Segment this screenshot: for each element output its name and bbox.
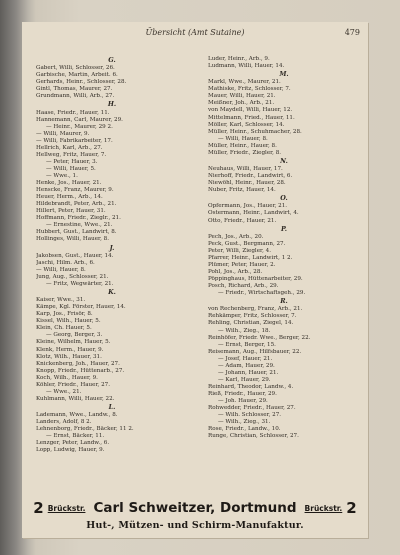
directory-entry: — Johann, Hauer, 21. — [218, 369, 279, 376]
directory-entry: Pohl, Jos., Arb., 28. — [208, 268, 263, 275]
section-letter: O. — [280, 194, 288, 203]
directory-entry: Haase, Friedr., Hauer, 11. — [36, 109, 110, 116]
directory-entry: Niewöhl, Heinr., Hauer, 28. — [208, 180, 286, 187]
ad-house-number-left: 2 — [33, 499, 44, 517]
directory-entry: Hellweg, Fritz, Hauer, 7. — [36, 151, 107, 158]
directory-entry: Rehling, Christian, Ziegel, 14. — [208, 320, 294, 327]
directory-entry: Lademann, Wwe., Landw., 8. — [36, 412, 118, 419]
directory-entry: Müller, Heinr., Hauer, 8. — [208, 142, 277, 149]
directory-entry: Pöppinghaus, Hüttenarbeiter, 29. — [208, 276, 303, 283]
directory-entry: Knopp, Friedr., Hüttenarb., 27. — [36, 367, 125, 374]
directory-entry: Kissel, Wilh., Hauer, 5. — [36, 318, 101, 325]
directory-section — [208, 226, 360, 298]
section-letter: P. — [281, 224, 287, 233]
directory-entry: Peter, Willi, Ziegler, 4. — [208, 247, 271, 254]
directory-entry: — Willi, Hauer, 8. — [36, 266, 86, 273]
directory-entry: Ludmann, Willi, Hauer, 14. — [208, 63, 285, 70]
directory-entry: — Josef, Hauer, 21. — [218, 355, 273, 362]
directory-entry: Landers, Adolf, 8 2. — [36, 419, 92, 426]
directory-entry: Nuber, Fritz, Hauer, 14. — [208, 187, 276, 194]
directory-entry: Markl, Wwe., Maurer, 21. — [208, 79, 281, 86]
directory-entry: Hoffmann, Friedr., Zieglr., 21. — [36, 215, 121, 222]
directory-entry: Hellrich, Karl, Arb., 27. — [36, 144, 103, 151]
directory-entry: Jaschi, Hilm. Arb., 6. — [36, 259, 95, 266]
page-number: 479 — [344, 28, 360, 37]
directory-entry: Klein, Ch. Hauer, 5. — [36, 325, 92, 332]
directory-section — [208, 298, 360, 440]
directory-entry: Pfarrer, Heinr., Landwirt, 1 2. — [208, 254, 293, 261]
section-letter: L. — [108, 402, 116, 411]
directory-entry: Müller, Heinr., Schuhmacher, 28. — [208, 128, 302, 135]
directory-entry: — Joh. Hauer, 29. — [218, 397, 268, 404]
directory-entry: Müller, Friedr., Ziegler, 8. — [208, 149, 282, 156]
directory-entry: — Karl, Hauer, 29. — [218, 376, 271, 383]
directory-entry: Mathiske, Fritz, Schlosser, 7. — [208, 86, 291, 93]
directory-entry: Hildebrandt, Peter, Arb., 21. — [36, 201, 117, 208]
directory-entry: Lehnenborg, Friedr., Bäcker, 11 2. — [36, 426, 134, 433]
directory-entry: Kleine, Wilhelm, Hauer, 5. — [36, 339, 111, 346]
section-letter: H. — [107, 100, 117, 109]
directory-entry: Otto, Friedr., Hauer, 21. — [208, 217, 277, 224]
directory-entry: von Maydell, Willi, Hauer, 12. — [208, 107, 293, 114]
directory-entry: — Wwe., 1. — [46, 173, 78, 180]
directory-entry: — Heinr., Maurer, 29 2. — [46, 123, 113, 130]
directory-section — [36, 289, 188, 403]
page-header — [22, 28, 368, 42]
directory-section — [36, 57, 188, 100]
advertisement-headline — [32, 498, 358, 518]
directory-entry: — Ernestine, Wwe., 21. — [46, 222, 113, 229]
directory-entry: — Willi, Hauer, 8. — [218, 135, 268, 142]
directory-section — [208, 195, 360, 224]
directory-entry: Lenzger, Peter, Landw., 6. — [36, 440, 110, 447]
directory-entry: Henke, Jos., Hauer, 21. — [36, 180, 102, 187]
directory-entry: Rehkämper, Fritz, Schlosser, 7. — [208, 313, 297, 320]
directory-section — [208, 56, 360, 70]
directory-section — [36, 404, 188, 454]
ad-street-left: Brückstr. — [47, 503, 86, 513]
running-title: Übersicht (Amt Sutaine) — [145, 28, 245, 37]
section-letter: K. — [108, 287, 116, 296]
directory-entry: Gintl, Thomas, Maurer, 27. — [36, 86, 113, 93]
directory-entry: Möller, Karl, Schlosser, 14. — [208, 121, 285, 128]
directory-entry: Henscke, Franz, Maurer, 9. — [36, 187, 114, 194]
directory-entry: Mauer, Willi, Hauer, 21. — [208, 93, 276, 100]
directory-entry: — Ernst, Bäcker, 11. — [46, 433, 105, 440]
directory-entry: Kuhlmann, Willi, Hauer, 22. — [36, 395, 115, 402]
directory-entry: — Willi, Fabrikarbeiter, 17. — [36, 137, 113, 144]
directory-entry: Gerhards, Heinr., Schlosser, 28. — [36, 79, 127, 86]
ad-slogan: Hut-, Mützen- und Schirm-Manufaktur. — [86, 520, 304, 531]
directory-entry: Köhler, Friedr., Hauer, 27. — [36, 381, 110, 388]
directory-entry: — Peter, Hauer, 3. — [46, 158, 98, 165]
directory-column-right — [208, 56, 360, 488]
directory-entry: Pech, Jos., Arb., 20. — [208, 233, 264, 240]
directory-entry: Heuer, Herm., Arb., 14. — [36, 194, 103, 201]
directory-entry: — Willi, Maurer, 9. — [36, 130, 90, 137]
directory-entry: Rose, Friedr., Landw., 10. — [208, 426, 281, 433]
ad-house-number-right: 2 — [346, 499, 357, 517]
directory-entry: Opfermann, Jos., Hauer, 21. — [208, 203, 288, 210]
directory-entry: Luder, Heinr., Arb., 9. — [208, 56, 270, 62]
directory-entry: Lopp, Ludwig, Hauer, 9. — [36, 447, 105, 454]
directory-entry: Reinhard, Theodor, Landw., 4. — [208, 383, 294, 390]
directory-entry: — Adam, Hauer, 29. — [218, 362, 275, 369]
directory-entry: — Fritz, Wegwärter, 21. — [46, 280, 114, 287]
directory-entry: Grundmann, Willi, Arb., 27. — [36, 93, 115, 100]
directory-entry: — Wilh., Zieg., 18. — [218, 327, 271, 334]
directory-entry: — Wwe., 21. — [46, 388, 82, 395]
directory-entry: Rohwedder, Friedr., Hauer, 27. — [208, 405, 296, 412]
directory-entry: Reisemann, Aug., Hilfsbauer, 22. — [208, 348, 302, 355]
directory-entry: Meißner, Joh., Arb., 21. — [208, 100, 275, 107]
directory-entry: Hubbert, Gust., Landwirt, 8. — [36, 229, 117, 236]
directory-section — [36, 101, 188, 243]
directory-entry: Peck, Gust., Bergmann, 27. — [208, 240, 286, 247]
directory-entry: Runge, Christian, Schlosser, 27. — [208, 433, 299, 440]
directory-entry: Rieß, Friedr., Hauer, 29. — [208, 390, 277, 397]
document-page — [22, 22, 368, 538]
directory-entry: Kaiser, Wwe., 31. — [36, 297, 86, 304]
directory-entry: Mittelmann, Fried., Hauer, 11. — [208, 114, 295, 121]
directory-section — [36, 245, 188, 288]
directory-entry: Posch, Richard, Arb., 29. — [208, 283, 279, 290]
directory-entry: Hollinges, Willi, Hauer, 8. — [36, 236, 109, 243]
section-letter: M. — [279, 70, 289, 79]
directory-entry: Koch, Wilh., Hauer, 9. — [36, 374, 98, 381]
directory-entry: Klotz, Wilh., Hauer, 31. — [36, 353, 102, 360]
directory-entry: Jakobsen, Gust., Hauer, 14. — [36, 252, 114, 259]
directory-section — [208, 158, 360, 194]
directory-entry: Jung, Aug., Schlosser, 21. — [36, 273, 109, 280]
section-letter: G. — [108, 56, 116, 64]
directory-entry: Hillert, Peter, Hauer, 31. — [36, 208, 106, 215]
directory-entry: von Rechenberg, Franz, Arb., 21. — [208, 306, 303, 313]
directory-entry: Karp, Jos., Frisör, 8. — [36, 311, 93, 318]
ad-firm-name: Carl Schweitzer, Dortmund — [93, 500, 297, 516]
section-letter: R. — [280, 297, 288, 306]
directory-entry: — Friedr., Wirtschaftsgeh., 29. — [218, 290, 306, 297]
ad-street-right: Brückstr. — [304, 503, 343, 513]
directory-entry: — Willi, Hauer, 5. — [46, 166, 96, 173]
directory-entry: — Ernst, Berger, 15. — [218, 341, 276, 348]
directory-entry: Neuhaus, Willi, Hauer, 17. — [208, 166, 283, 173]
section-letter: N. — [280, 156, 288, 165]
section-letter: J. — [109, 243, 115, 252]
directory-entry: Garbische, Martin, Arbeit. 6. — [36, 72, 118, 79]
directory-entry: Ostermann, Heinr., Landwirt, 4. — [208, 210, 299, 217]
directory-entry: — Georg, Berger, 3. — [46, 332, 103, 339]
directory-entry: Kämpe, Kgl. Förster, Hauer, 14. — [36, 304, 126, 311]
directory-entry: Nierhoff, Friedr., Landwirt, 6. — [208, 173, 293, 180]
directory-entry: Gabert, Willi, Schlosser, 26. — [36, 65, 115, 72]
directory-entry: — Wilh. Schlosser, 27. — [218, 412, 282, 419]
directory-entry: Plümer, Peter, Hauer, 2. — [208, 261, 276, 268]
directory-entry: Knickenberg, Joh., Hauer, 27. — [36, 360, 120, 367]
advertisement — [32, 498, 358, 538]
directory-entry: Reinhöfer, Friedr. Wwe., Berger, 22. — [208, 334, 311, 341]
directory-entry: Klenk, Herm., Hauer, 9. — [36, 346, 104, 353]
directory-entry: Hannemann, Carl, Maurer, 29. — [36, 116, 123, 123]
directory-column-left — [36, 56, 188, 488]
directory-entry: — Wilh., Zieg., 31. — [218, 419, 271, 426]
directory-section — [208, 71, 360, 157]
